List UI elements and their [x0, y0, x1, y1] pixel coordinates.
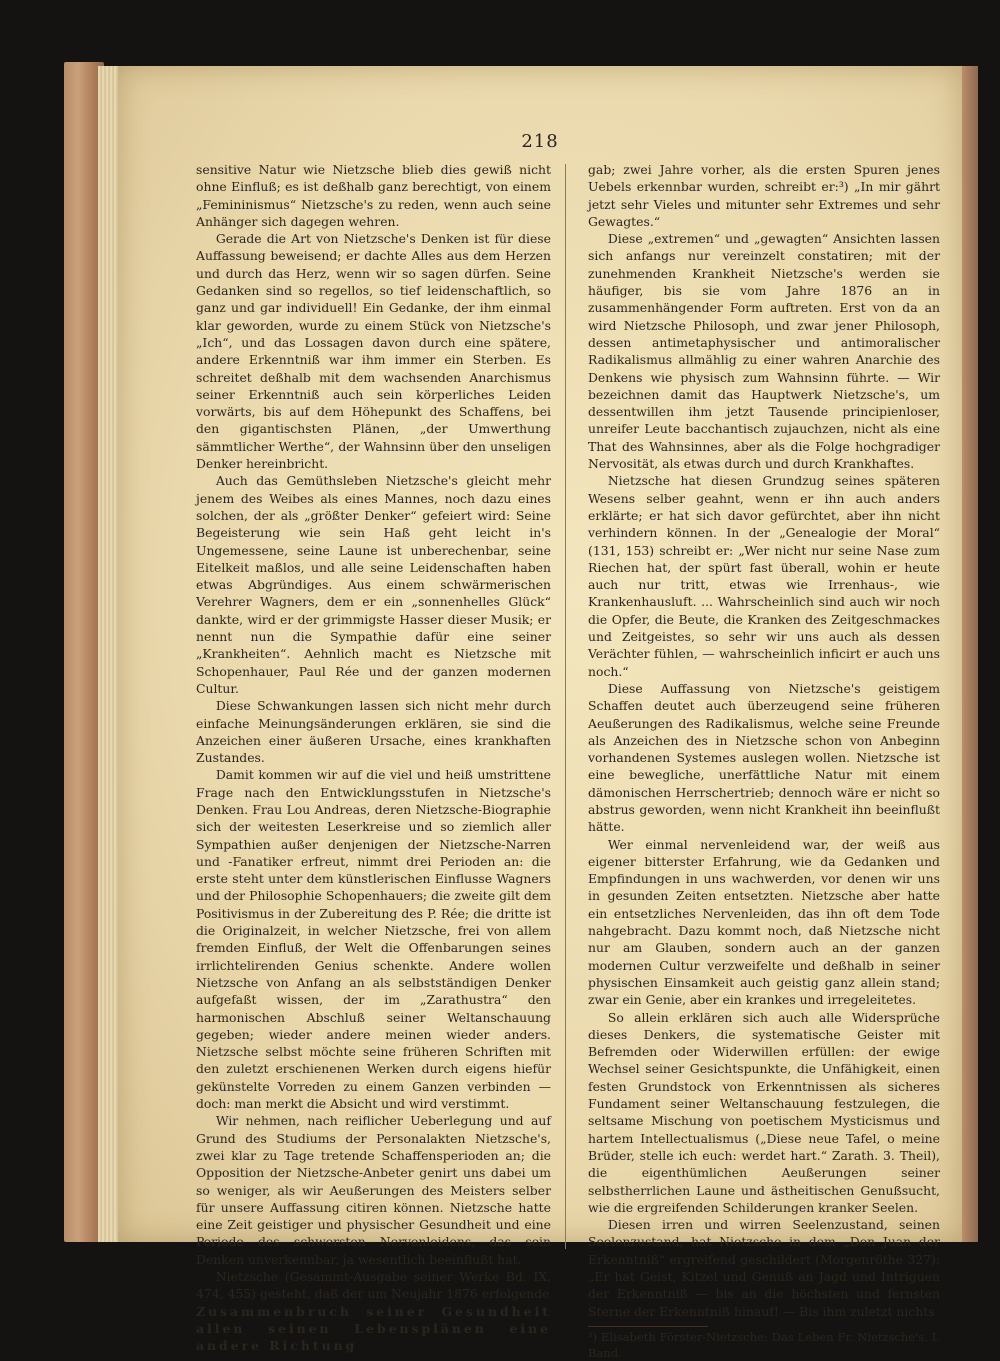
- book-page: [118, 66, 962, 1360]
- left-column: [196, 161, 551, 1354]
- paragraph: Gerade die Art von Nietzsche's Denken ist für diese Auffassung beweisend; er dachte Alles aus dem Herzen und durch das Herz, wenn wir so sagen dürfen. Seine Gedanken sind so regellos, so tief leidenschaftlich, so ganz und gar individuell! Ein Gedanke, der ihm einmal klar geworden, wurde zu einem Stück von Nietzsche's „Ich“, und das Lossagen davon durch eine spätere, andere Erkenntniß war ihm immer ein Sterben. Es schreitet deßhalb mit dem wachsenden Anarchismus seiner Erkenntniß auch sein körperliches Leiden vorwärts, bis auf dem Höhepunkt des Schaffens, bei den gigantischsten Plänen, „der Umwerthung sämmtlicher Werthe“, der Wahnsinn über den unseligen Denker hereinbricht.: [196, 231, 551, 472]
- paragraph: sensitive Natur wie Nietzsche blieb dies gewiß nicht ohne Einfluß; es ist deßhalb ganz berechtigt, von einem „Femininismus“ Nietzsche's zu reden, wenn auch seine Anhänger sich dagegen wehren.: [196, 162, 551, 229]
- paragraph: Diesen irren und wirren Seelenzustand, seinen Seelenzustand, hat Nietzsche in dem „Don Juan der Erkenntniß“ ergreifend geschildert (Morgenröthe 327): „Er hat Geist, Kitzel und Genuß an Jagd und Intriguen der Erkenntniß — bis an die höchsten und fernsten Sterne der Erkenntniß hinauf! — Bis ihm zuletzt nichts: [588, 1217, 940, 1319]
- paragraph: Nietzsche hat diesen Grundzug seines späteren Wesens selber geahnt, wenn er ihn auch anders erklärte; er hat sich davor gefürchtet, aber ihn nicht verhindern können. In der „Genealogie der Moral“ (131, 153) schreibt er: „Wer nicht nur seine Nase zum Riechen hat, der spürt fast überall, wohin er heute auch nur tritt, etwas wie Irrenhaus-, wie Krankenhausluft. ... Wahrscheinlich sind auch wir noch die Opfer, die Beute, die Kranken des Zeitgeschmackes und Zeitgeistes, so sehr wir uns auch als dessen Verächter fühlen, — wahrscheinlich inficirt er auch uns noch.“: [588, 473, 940, 679]
- paragraph: Damit kommen wir auf die viel und heiß umstrittene Frage nach den Entwicklungsstufen in Nietzsche's Denken. Frau Lou Andreas, deren Nietzsche-Biographie sich der weitesten Leserkreise und so ziemlich aller Sympathien außer denjenigen der Nietzsche-Narren und -Fanatiker erfreut, nimmt drei Perioden an: die erste steht unter dem künstlerischen Einflusse Wagners und der Philosophie Schopenhauers; die zweite gilt dem Positivismus in der Zubereitung des P. Rée; die dritte ist die Originalzeit, in welcher Nietzsche, frei von allem fremden Einfluß, der Welt die Offenbarungen seines irrlichtelirenden Genius schenkte. Andere wollen Nietzsche von Anfang an als selbstständigen Denker aufgefaßt wissen, der im „Zarathustra“ den harmonischen Abschluß seiner Weltanschauung gegeben; wieder andere meinen wieder anders. Nietzsche selbst möchte seine früheren Schriften mit den zuletzt erschienenen Werken durch eigens hiefür gekünstelte Vorreden zu einem Ganzen verbinden — doch: man merkt die Absicht und wird verstimmt.: [196, 767, 551, 1112]
- paragraph: Diese Schwankungen lassen sich nicht mehr durch einfache Meinungsänderungen erklären, sie sind die Anzeichen einer äußeren Ursache, eines krankhaften Zustandes.: [196, 698, 551, 766]
- binding-edge-right: [962, 66, 978, 1242]
- paragraph: So allein erklären sich auch alle Widersprüche dieses Denkers, die systematische Geister mit Befremden oder Widerwillen erfüllen: der ewige Wechsel seiner Gesichtspunkte, die Unfähigkeit, einen festen Grundstock von Erkenntnissen als sicheres Fundament seiner Weltanschauung festzulegen, die seltsame Mischung von poetischem Mysticismus und hartem Intellectualismus („Diese neue Tafel, o meine Brüder, stelle ich euch: werdet hart.“ Zarath. 3. Theil), die eigenthümlichen Aeußerungen seiner selbstherrlichen Laune und ästheitischen Genußsucht, wie die ergreifenden Schilderungen kranker Seelen.: [588, 1009, 940, 1215]
- paragraph: Diese „extremen“ und „gewagten“ Ansichten lassen sich anfangs nur vereinzelt constatiren; mit der zunehmenden Krankheit Nietzsche's werden sie häufiger, bis sie vom Jahre 1876 an in zusammenhängender Form auftreten. Erst von da an wird Nietzsche Philosoph, und zwar jener Philosoph, dessen antimetaphysischer und antimoralischer Radikalismus allmählig zu einer wahren Anarchie des Denkens wie physisch zum Wahnsinn führte. — Wir bezeichnen damit das Hauptwerk Nietzsche's, um dessentwillen ihm jetzt Tausende principienloser, unreifer Leute bacchantisch zujauchzen, nicht als eine That des Wahnsinnes, aber als die Folge hochgradiger Nervosität, als etwas durch und durch Krankhaftes.: [588, 231, 940, 472]
- page-number: 218: [521, 131, 559, 152]
- emphasized-paragraph: Zusammenbruch seiner Gesundheit allen seinen Lebensplänen eine andere Richtung: [196, 1303, 551, 1354]
- right-column: [588, 161, 940, 1361]
- paragraph: Diese Auffassung von Nietzsche's geistigem Schaffen deutet auch überzeugend seine früheren Aeußerungen des Radikalismus, welche seine Freunde als Anzeichen des in Nietzsche schon von Anbeginn vorhandenen Systemes auslegen wollen. Nietzsche ist eine bewegliche, unerfättliche Natur mit einem dämonischen Herrschertrieb; dennoch wäre er nicht so abstrus geworden, wenn nicht Krankheit ihn beeinflußt hätte.: [588, 680, 940, 835]
- paragraph: gab; zwei Jahre vorher, als die ersten Spuren jenes Uebels erkennbar wurden, schreibt er:³) „In mir gährt jetzt sehr Vieles und mitunter sehr Extremes und sehr Gewagtes.“: [588, 162, 940, 229]
- footnote-rule: [588, 1326, 708, 1327]
- column-divider: [565, 164, 566, 1249]
- paragraph: Auch das Gemüthsleben Nietzsche's gleicht mehr jenem des Weibes als eines Mannes, noch dazu eines solchen, der als „größter Denker“ gefeiert wird: Seine Begeisterung wie sein Haß geht leicht in's Ungemessene, seine Laune ist unberechenbar, seine Eitelkeit maßlos, und alle seine Leidenschaften haben etwas Abgründiges. Aus einem schwärmerischen Verehrer Wagners, dem er ein „sonnenhelles Glück“ dankte, wird er der grimmigste Hasser dieser Musik; er nennt nun die Sympathie dafür eine seiner „Krankheiten“. Aehnlich macht es Nietzsche mit Schopenhauer, Paul Rée und der ganzen modernen Cultur.: [196, 473, 551, 696]
- paragraph: Nietzsche (Gesammt-Ausgabe seiner Werke Bd. IX, 474, 455) gesteht, daß der um Neujahr 1876 erfolgende: [196, 1269, 551, 1302]
- footnote: ³) Elisabeth Förster-Nietzsche: Das Leben Fr. Nietzsche's. I. Band.: [588, 1329, 940, 1360]
- paragraph: Wer einmal nervenleidend war, der weiß aus eigener bitterster Erfahrung, wie da Gedanken und Empfindungen in uns wachwerden, vor denen wir uns in gesunden Zeiten entsetzten. Nietzsche aber hatte ein entsetzliches Nervenleiden, das ihn oft dem Tode nahgebracht. Dazu kommt noch, daß Nietzsche nicht nur am Glauben, sondern auch an der ganzen modernen Cultur verzweifelte und deßhalb in seiner physischen Einsamkeit auch geistig ganz allein stand; zwar ein Genie, aber ein krankes und irregeleitetes.: [588, 836, 940, 1008]
- paragraph: Wir nehmen, nach reiflicher Ueberlegung und auf Grund des Studiums der Personalakten Nietzsche's, zwei klar zu Tage tretende Schaffensperioden an; die Opposition der Nietzsche-Anbeter genirt uns dabei um so weniger, als wir Aeußerungen des Meisters selber für unsere Auffassung citiren können. Nietzsche hatte eine Zeit geistiger und physischer Gesundheit und eine Periode des schwersten Nervenleidens, das sein Denken unverkennbar, ja wesentlich beeinflußt hat.: [196, 1113, 551, 1267]
